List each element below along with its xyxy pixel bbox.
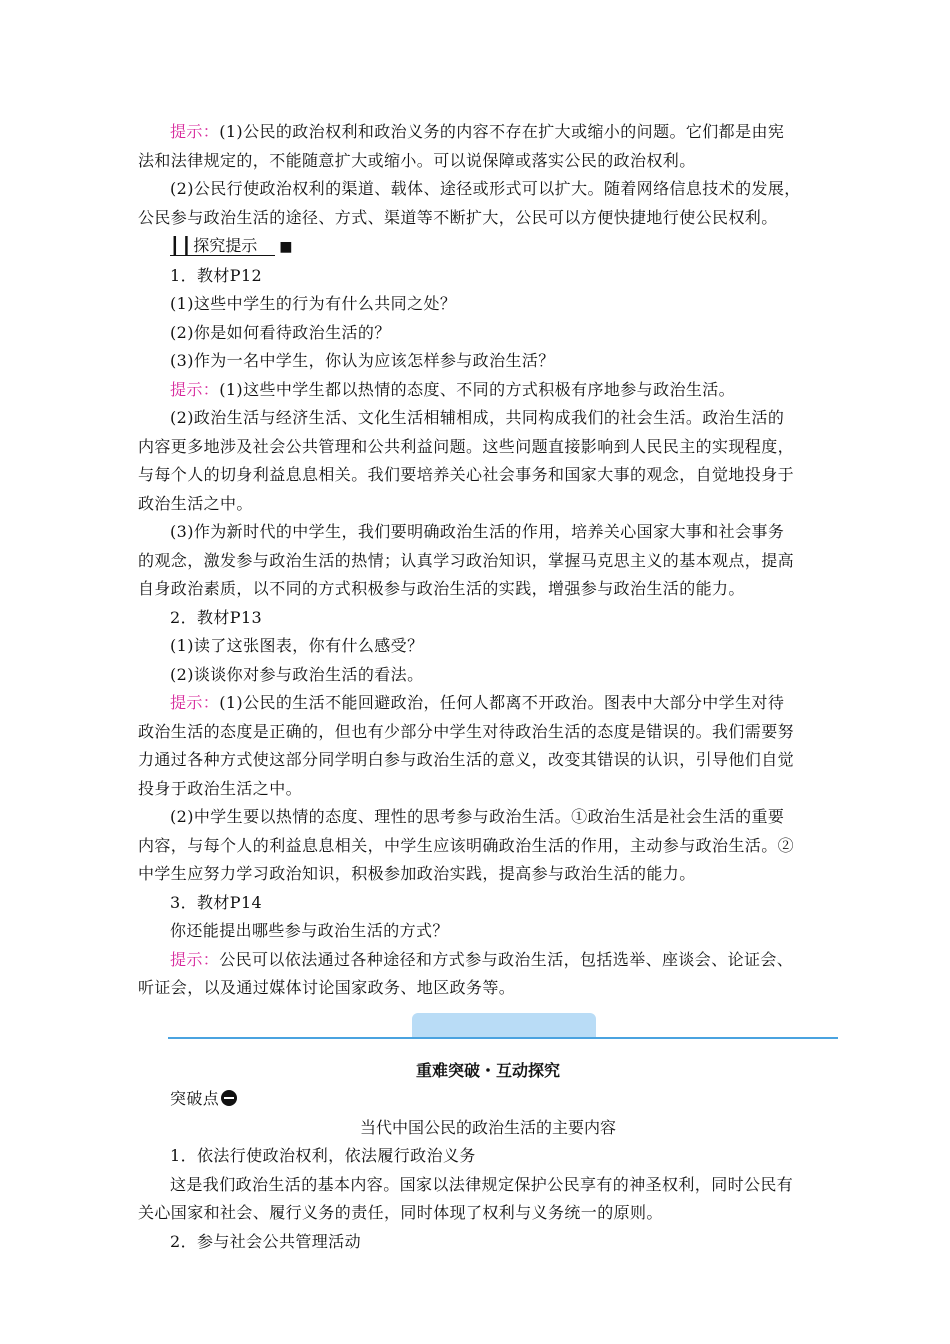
circle-number-icon <box>221 1090 237 1106</box>
text-line: 投身于政治生活之中。 <box>138 778 303 798</box>
question: (1)读了这张图表，你有什么感受？ <box>170 636 424 655</box>
part-title: 重难突破・互动探究 <box>415 1060 560 1080</box>
text-line: 内容更多地涉及社会公共管理和公共利益问题。这些问题直接影响到人民民主的实现程度， <box>138 436 795 456</box>
document-page <box>138 118 838 1256</box>
item-heading: 1．教材P12 <box>170 265 263 285</box>
text: 突破点 <box>170 1089 220 1108</box>
text-line: 听证会，以及通过媒体讨论国家政务、地区政务等。 <box>138 978 516 997</box>
hint-label: 提示： <box>170 122 220 141</box>
question: (2)谈谈你对参与政治生活的看法。 <box>170 664 424 684</box>
hint-label: 提示： <box>170 693 220 712</box>
banner-tab <box>412 1013 596 1037</box>
section-bars-icon: ┃┃ <box>170 236 194 255</box>
section-heading <box>138 232 293 262</box>
hint-paragraph-1 <box>138 118 838 147</box>
item-heading: 1．依法行使政治权利，依法履行政治义务 <box>170 1146 476 1165</box>
subtitle: 当代中国公民的政治生活的主要内容 <box>359 1117 616 1137</box>
text-line: (2)公民行使政治权利的渠道、载体、途径或形式可以扩大。随着网络信息技术的发展， <box>170 179 801 198</box>
hint-paragraph <box>138 689 838 718</box>
text-line: (3)作为新时代的中学生，我们要明确政治生活的作用，培养关心国家大事和社会事务 <box>170 522 785 541</box>
text-line: (2)政治生活与经济生活、文化生活相辅相成，共同构成我们的社会生活。政治生活的 <box>170 408 785 427</box>
hint-label: 提示： <box>170 949 220 969</box>
square-icon: ■ <box>279 239 293 255</box>
text-line: 关心国家和社会、履行义务的责任，同时体现了权利与义务统一的原则。 <box>138 1203 663 1222</box>
hint-label: 提示： <box>170 379 220 399</box>
text-line: 这是我们政治生活的基本内容。国家以法律规定保护公民享有的神圣权利，同时公民有 <box>170 1174 794 1194</box>
hint-paragraph <box>138 376 838 405</box>
question: (2)你是如何看待政治生活的？ <box>170 322 391 342</box>
text-line: 与每个人的切身利益息息相关。我们要培养关心社会事务和国家大事的观念，自觉地投身于 <box>138 465 795 484</box>
item-heading: 3．教材P14 <box>170 892 263 912</box>
text: (1)这些中学生都以热情的态度、不同的方式积极有序地参与政治生活。 <box>219 379 736 399</box>
text-line: 自身政治素质，以不同的方式积极参与政治生活的实践，增强参与政治生活的能力。 <box>138 579 745 598</box>
section-title: 探究提示 <box>193 236 258 255</box>
text: (1)公民的生活不能回避政治，任何人都离不开政治。图表中大部分中学生对待 <box>219 693 785 712</box>
item-heading: 2．教材P13 <box>170 607 263 627</box>
item-heading: 2．参与社会公共管理活动 <box>170 1231 361 1251</box>
text-line: 中学生应努力学习政治知识，积极参加政治实践，提高参与政治生活的能力。 <box>138 864 696 883</box>
question: (3)作为一名中学生，你认为应该怎样参与政治生活？ <box>170 351 555 370</box>
question: (1)这些中学生的行为有什么共同之处？ <box>170 294 457 313</box>
section-banner <box>138 1009 838 1051</box>
text-line: (2)中学生要以热情的态度、理性的思考参与政治生活。①政治生活是社会生活的重要 <box>170 807 785 826</box>
question: 你还能提出哪些参与政治生活的方式？ <box>170 921 449 940</box>
text-line: 政治生活之中。 <box>138 493 253 513</box>
text-line: 法和法律规定的，不能随意扩大或缩小。可以说保障或落实公民的政治权利。 <box>138 150 696 170</box>
text-line: 的观念，激发参与政治生活的热情；认真学习政治知识，掌握马克思主义的基本观点，提高 <box>138 550 795 570</box>
banner-bar <box>168 1037 838 1039</box>
text: (1)公民的政治权利和政治义务的内容不存在扩大或缩小的问题。它们都是由宪 <box>219 122 785 141</box>
breakthrough-label <box>138 1085 838 1114</box>
text-line: 公民参与政治生活的途径、方式、渠道等不断扩大，公民可以方便快捷地行使公民权利。 <box>138 207 778 227</box>
text-line: 力通过各种方式使这部分同学明白参与政治生活的意义，改变其错误的认识，引导他们自觉 <box>138 750 795 769</box>
text: 公民可以依法通过各种途径和方式参与政治生活，包括选举、座谈会、论证会、 <box>219 949 794 969</box>
text-line: 政治生活的态度是正确的，但也有少部分中学生对待政治生活的态度是错误的。我们需要努 <box>138 721 795 741</box>
text-line: 内容，与每个人的利益息息相关，中学生应该明确政治生活的作用，主动参与政治生活。② <box>138 835 795 855</box>
hint-paragraph <box>138 946 838 975</box>
